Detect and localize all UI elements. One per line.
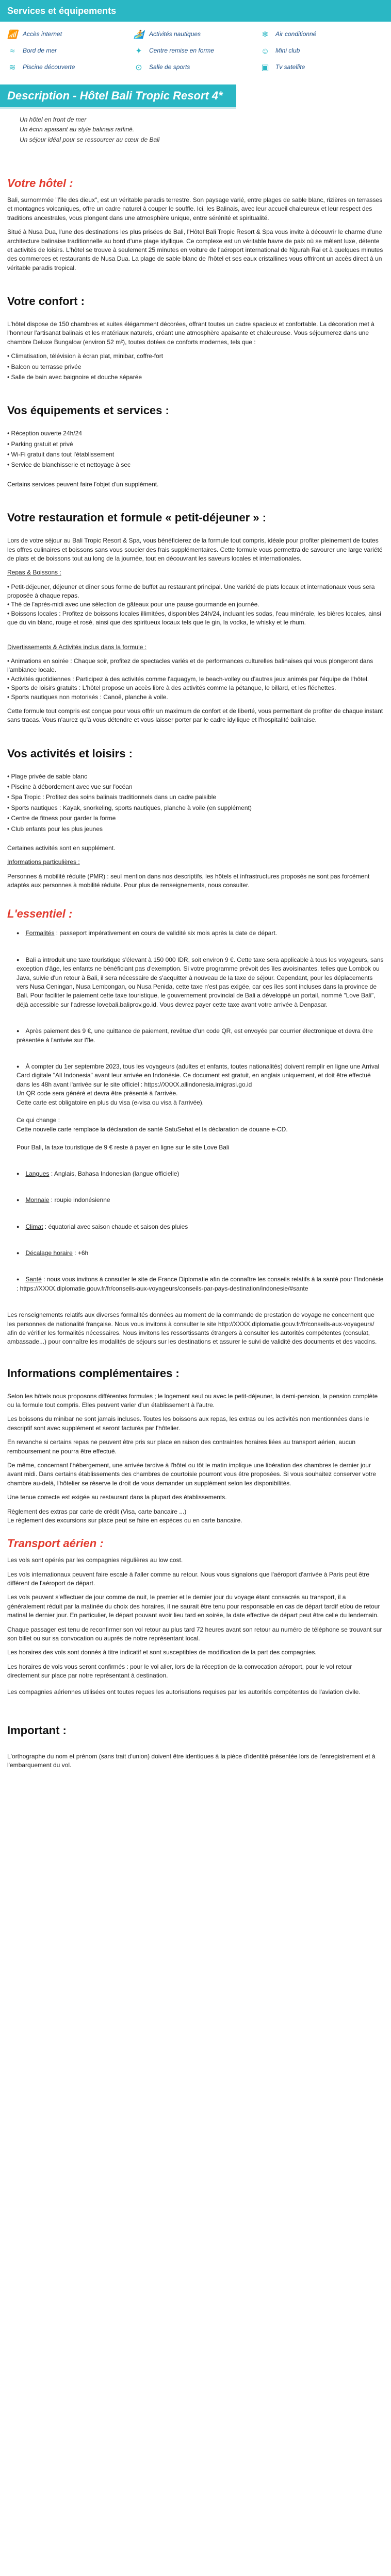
comfort-item: • Climatisation, télévision à écran plat, minibar, coffre-fort: [7, 352, 384, 361]
essential-list: [17, 929, 384, 1293]
comfort-paragraph: L'hôtel dispose de 150 chambres et suites élégamment décorées, offrant toutes un cadre spacieux et confortable. La décoration met à l'honneur l'artisanat balinais et les matériaux naturels, créant une atmosphère apaisante et chaleureuse. Vous séjournerez dans une chambre Deluxe Bungalow (environ 52 m²), toutes dotées de conforts modernes, tels que :: [7, 320, 374, 346]
service-item: [7, 30, 134, 39]
essential-text: À compter du 1er septembre 2023, tous les voyageurs (adultes et enfants, toutes nationalités) doivent remplir en ligne une Arrival Card digitale "All Indonesia" avant leur arrivée en Indonésie. Ce document est gratuit, en anglais uniquement, et doit être effectué dans les 48h avant l'arrivée sur le site officiel : https://XXXX.allindonesia.imigrasi.go.id Un QR code sera généré et devra être présenté à l'arrivée. Cette carte est obligatoire en plus du visa (e-visa ou visa à l'arrivée). Ce qui change : Cette nouvelle carte remplace la déclaration de santé SatuSehat et la déclaration de douane e-CD. Pour Bali, la taxe touristique de 9 € reste à payer en ligne sur le site Love Bali: [17, 1062, 380, 1151]
complementary-heading: Informations complémentaires :: [7, 1366, 180, 1380]
services-section: [0, 22, 391, 79]
essential-text: : passeport impérativement en cours de validité six mois après la date de départ.: [54, 929, 278, 937]
essential-item: [17, 1223, 384, 1231]
essential-heading: L'essentiel :: [7, 907, 73, 920]
dining-paragraph: Lors de votre séjour au Bali Tropic Resort & Spa, vous bénéficierez de la formule tout compris, idéale pour profiter pleinement de toutes les offres culinaires et boissons sans vous soucier des frais supplémentaires. Cette formule vous permettra de savourer une large variété de plats et de boissons tout au long de la journée, tout en découvrant les saveurs locales et internationales.: [7, 537, 383, 562]
complementary-paragraph: Selon les hôtels nous proposons différentes formules ; le logement seul ou avec le petit-déjeuner, la demi-pension, la pension complète ou la formule tout compris. Elles peuvent varier d'un établissement à l'autre.: [7, 1392, 378, 1409]
service-label: Bord de mer: [23, 47, 57, 55]
equipment-note: Certains services peuvent faire l'objet d'un supplément.: [7, 480, 159, 488]
service-item: [134, 46, 260, 56]
dining-heading: Votre restauration et formule « petit-déjeuner » :: [7, 511, 267, 524]
leisure-item: • Centre de fitness pour garder la forme: [7, 814, 384, 823]
services-header: [0, 0, 391, 22]
service-label: Piscine découverte: [23, 63, 75, 71]
services-title: Services et équipements: [7, 6, 117, 16]
essential-text: : +6h: [72, 1249, 89, 1257]
equipment-heading: Vos équipements et services :: [7, 404, 169, 417]
hotel-paragraph: Bali, surnommée "l'île des dieux", est un véritable paradis terrestre. Son paysage varié, entre plages de sable blanc, rizières en terrasses et montagnes volcaniques, offre un cadre naturel à couper le souffle. Ici, les Balinais, avec leur accueil chaleureux et leur respect des traditions ancestrales, vous plongent dans une atmosphère unique, entre sérénité et spiritualité.: [7, 196, 383, 222]
essential-label: Formalités: [25, 929, 55, 937]
essential-label: Langues: [25, 1170, 50, 1177]
activities-paragraph: • Animations en soirée : Chaque soir, profitez de spectacles variés et de performances culturelles balinaises qui vous plongeront dans l'ambiance locale. • Activités quotidiennes : Participez à des activités comme l'aquagym, le beach-volley ou d'autres jeux animés par l'équipe de l'hôtel. • Sports de loisirs gratuits : L'hôtel propose un accès libre à des activités comme la pétanque, le billard, et les fléchettes. • Sports nautiques non motorisés : Canoë, planche à voile.: [7, 657, 373, 701]
service-item: [7, 46, 134, 56]
wifi-icon: 📶: [7, 30, 18, 39]
gym-icon: ⊙: [135, 63, 142, 72]
important-heading: Important :: [7, 1723, 67, 1737]
intro-item: Un écrin apaisant au style balinais raffiné.: [20, 126, 135, 133]
essential-item: [17, 929, 384, 938]
formalities-paragraph: Les renseignements relatifs aux diverses formalités données au moment de la commande de prestation de voyage ne concernent que les personnes de nationalité française. Nous vous invitons à consulter le site http://XXXX.diplomatie.gouv.fr/fr/conseils-aux-voyageurs/ afin de vérifier les formalités nécessaires. Nous invitons les ressortissants étrangers à consulter les autorités compétentes (consulat, ambassade...) pour connaître les modalités de séjours sur les destinations et assurer le suivi de validité des documents et des vaccins.: [7, 1311, 377, 1346]
leisure-note: Certaines activités sont en supplément.: [7, 844, 116, 852]
comfort-list: [7, 352, 384, 382]
essential-text: Bali a introduit une taxe touristique s'élevant à 150 000 IDR, soit environ 9 €. Cette taxe sera applicable à tous les voyageurs, sans exception d'âge, les enfants ne bénéficiant pas d'exemption. Si votre programme prévoit des îles avoisinantes, telles que Lombok ou Java, suivie d'un retour à Bali, il sera nécessaire de s'acquitter à nouveau de la taxe de séjour. Cependant, pour les déplacements vers Nusa Ceningan, Nusa Lembongan, ou Nusa Penida, cette taxe n'est pas exigée, car ces îles sont incluses dans la province de Bali. Pour faciliter le paiement cette taxe touristique, le gouvernement provincial de Bali a développé un portail, nommé "Love Bali", déjà accessible sur l'adresse lovebali.baliprov.go.id. Vous devrez payer cette taxe avant votre arrivée à Denpasar.: [17, 956, 384, 1008]
service-item: [134, 30, 260, 39]
description-header: [0, 84, 236, 109]
service-item: [260, 63, 386, 72]
description-title: Description - Hôtel Bali Tropic Resort 4*: [7, 89, 223, 103]
essential-label: Monnaie: [25, 1196, 50, 1204]
hotel-heading: Votre hôtel :: [7, 177, 73, 190]
comfort-heading: Votre confort :: [7, 295, 85, 308]
service-item: [134, 63, 260, 72]
complementary-paragraph: Les boissons du minibar ne sont jamais incluses. Toutes les boissons aux repas, les extras ou les activités non mentionnées dans le descriptif sont avec supplément et seront facturés par l'hôtelier.: [7, 1415, 369, 1432]
comfort-item: • Balcon ou terrasse privée: [7, 363, 384, 371]
meals-heading: Repas & Boissons :: [7, 569, 61, 577]
leisure-heading: Vos activités et loisirs :: [7, 747, 133, 760]
hotel-paragraph: Situé à Nusa Dua, l'une des destinations les plus prisées de Bali, l'Hôtel Bali Tropic Resort & Spa vous invite à découvrir le charme d'une architecture balinaise traditionnelle au bord d'une plage idyllique. Ce complexe est un véritable havre de paix où se mêlent luxe, détente et activités de loisirs. L'hôtel se trouve à seulement 25 minutes en voiture de l'aéroport international de Ngurah Rai et à quelques minutes des commerces et restaurants de Nusa Dua. La plage de sable blanc de l'hôtel et ses eaux cristallines vous offriront un accès direct à un véritable paradis tropical.: [7, 228, 383, 272]
fitness-icon: ✦: [135, 46, 142, 56]
useful-paragraph: Personnes à mobilité réduite (PMR) : seul mention dans nos descriptifs, les hôtels et infrastructures proposés ne sont pas forcément adaptés aux personnes à mobilité réduite. Pour plus de renseignements, nous consulter.: [7, 872, 370, 889]
service-label: Air conditionné: [275, 30, 317, 38]
air-heading: Transport aérien :: [7, 1537, 104, 1550]
service-label: Accès internet: [23, 30, 62, 38]
air-paragraph: Les vols sont opérés par les compagnies régulières au low cost.: [7, 1556, 183, 1564]
air-paragraph: Les horaires des vols sont donnés à titre indicatif et sont susceptibles de modification de la part des compagnies.: [7, 1649, 317, 1656]
leisure-item: • Sports nautiques : Kayak, snorkeling, sports nautiques, planche à voile (en supplément): [7, 804, 384, 812]
service-label: Tv satellite: [275, 63, 305, 71]
complementary-paragraph: Règlement des extras par carte de crédit (Visa, carte bancaire ...) Le règlement des excursions sur place peut se faire en espèces ou en carte bancaire.: [7, 1507, 242, 1524]
important-paragraph: L'orthographe du nom et prénom (sans trait d'union) doivent être identiques à la pièce d'identité présentée lors de l'enregistrement et à l'embarquement du vol.: [7, 1752, 376, 1769]
meals-paragraph: • Petit-déjeuner, déjeuner et dîner sous forme de buffet au restaurant principal. Une variété de plats locaux et internationaux vous sera proposée à chaque repas. • Thé de l'après-midi avec une sélection de gâteaux pour une pause gourmande en journée. • Boissons locales : Profitez de boissons locales illimitées, disponibles 24h/24, incluant les sodas, l'eau minérale, les bières locales, ainsi que du vin blanc, rouge et rosé, ainsi que des spiritueux locaux tels que le gin, la vodka, le whisky et le rhum.: [7, 583, 381, 626]
essential-item: [17, 1249, 384, 1258]
service-label: Centre remise en forme: [149, 47, 215, 55]
service-label: Activités nautiques: [149, 30, 201, 38]
essential-item: [17, 1170, 384, 1178]
essential-text: Après paiement des 9 €, une quittance de paiement, revêtue d'un code QR, est envoyée par courrier électronique et devra être présentée à l'arrivée sur l'île.: [17, 1027, 373, 1044]
air-paragraph: Chaque passager est tenu de reconfirmer son vol retour au plus tard 72 heures avant son retour au numéro de téléphone se trouvant sur son billet ou sur sa convocation ou auprès de notre représentant local.: [7, 1625, 382, 1642]
intro-item: Un séjour idéal pour se ressourcer au cœur de Bali: [20, 135, 160, 143]
essential-label: Décalage horaire: [25, 1249, 73, 1257]
tv-icon: ▣: [261, 63, 269, 72]
essential-text: : roupie indonésienne: [49, 1196, 110, 1204]
leisure-item: • Club enfants pour les plus jeunes: [7, 825, 384, 834]
essential-item: [17, 1196, 384, 1205]
air-paragraph: Les vols peuvent s'effectuer de jour comme de nuit, le premier et le dernier jour du voyage étant consacrés au transport, il a généralement réduit par la matinée du choix des horaires, il ne saurait être tenu pour responsable en cas de départ tardif et/ou de retour matinal le dernier jour. En particulier, le départ pouvant avoir lieu tard en soirée, la date effective de départ peut être celle du lendemain.: [7, 1594, 380, 1619]
watersports-icon: 🏄: [134, 30, 144, 39]
equipment-item: • Wi-Fi gratuit dans tout l'établissement: [7, 450, 384, 459]
service-item: [7, 63, 134, 72]
essential-text: : équatorial avec saison chaude et saison des pluies: [43, 1223, 188, 1230]
service-label: Salle de sports: [149, 63, 190, 71]
essential-item: [17, 1062, 384, 1152]
sea-icon: ≈: [10, 46, 15, 56]
equipment-item: • Réception ouverte 24h/24: [7, 429, 384, 438]
essential-label: Climat: [25, 1223, 43, 1230]
equipment-item: • Parking gratuit et privé: [7, 440, 384, 449]
air-paragraph: Les horaires de vols vous seront confirmés : pour le vol aller, lors de la réception de la convocation aéroport, pour le vol retour directement sur place par notre représentant à destination.: [7, 1663, 352, 1680]
leisure-item: • Plage privée de sable blanc: [7, 772, 384, 781]
service-item: [260, 46, 386, 56]
activities-heading: Divertissements & Activités inclus dans la formule :: [7, 643, 147, 651]
service-label: Mini club: [275, 47, 300, 55]
comfort-item: • Salle de bain avec baignoire et douche séparée: [7, 373, 384, 382]
essential-item: [17, 1275, 384, 1293]
air-paragraph: Les vols internationaux peuvent faire escale à l'aller comme au retour. Nous vous signalons que l'aéroport d'arrivée à Paris peut être différent de l'aéroport de départ.: [7, 1570, 369, 1587]
useful-heading: Informations particulières :: [7, 858, 80, 866]
essential-label: Santé: [25, 1276, 42, 1283]
intro-list: [20, 115, 391, 144]
essential-item: [17, 956, 384, 1009]
services-grid: [7, 30, 384, 72]
essential-item: [17, 1027, 384, 1045]
complementary-paragraph: Une tenue correcte est exigée au restaurant dans la plupart des établissements.: [7, 1494, 227, 1501]
equipment-list: [7, 429, 384, 470]
essential-text: : nous vous invitons à consulter le site de France Diplomatie afin de connaître les conseils relatifs à la santé pour l'Indonésie : https://XXXX.diplomatie.gouv.fr/fr/conseils-aux-voyageurs/conseils-par-pays-destination/indonesie/#sante: [17, 1276, 384, 1292]
essential-text: : Anglais, Bahasa Indonesian (langue officielle): [49, 1170, 180, 1177]
complementary-paragraph: De même, concernant l'hébergement, une arrivée tardive à l'hôtel ou tôt le matin implique une libération des chambres le dernier jour avant midi. Dans certains établissements des chambres de courtoisie pourront vous être proposées. Si vous souhaitez conserver votre chambre au-delà, l'hôtelier se réserve le droit de vous demander un supplément selon les disponibilités.: [7, 1462, 377, 1487]
kids-icon: ☺: [260, 46, 270, 56]
leisure-item: • Piscine à débordement avec vue sur l'océan: [7, 783, 384, 791]
service-item: [260, 30, 386, 39]
air-paragraph: Les compagnies aériennes utilisées ont toutes reçues les autorisations requises par les autorités compétentes de l'aviation civile.: [7, 1688, 361, 1696]
main-content: [0, 175, 391, 1770]
leisure-list: [7, 772, 384, 834]
equipment-item: • Service de blanchisserie et nettoyage à sec: [7, 461, 384, 469]
leisure-item: • Spa Tropic : Profitez des soins balinais traditionnels dans un cadre paisible: [7, 793, 384, 802]
complementary-paragraph: En revanche si certains repas ne peuvent être pris sur place en raison des contraintes horaires liées au transport aérien, aucun remboursement ne pourra être effectué.: [7, 1438, 356, 1455]
dining-closing: Cette formule tout compris est conçue pour vous offrir un maximum de confort et de liberté, vous permettant de profiter de chaque instant sans tracas. Vous n'aurez qu'à vous détendre et vous laisser porter par le cadre idyllique et l'hospitalité balinaise.: [7, 707, 383, 724]
intro-item: Un hôtel en front de mer: [20, 115, 87, 123]
pool-icon: ≋: [9, 63, 16, 72]
snowflake-icon: ❄: [262, 30, 269, 39]
